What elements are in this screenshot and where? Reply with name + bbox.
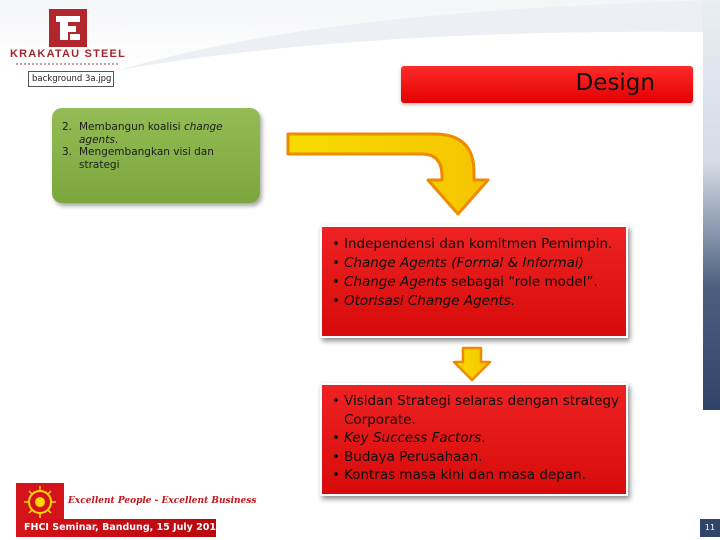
krakatau-steel-logo-icon (48, 8, 88, 48)
list-text-after: . (114, 133, 119, 146)
company-name: KRAKATAU STEEL (10, 48, 126, 60)
list-number: 3. (62, 146, 73, 159)
list-text (79, 121, 252, 146)
footer-tagline: Excellent People - Excellent Business (68, 496, 257, 506)
page-number: 11 (700, 519, 720, 537)
right-accent-bar (703, 0, 720, 410)
list-text-italic: Key Success Factors (344, 430, 482, 446)
list-text-italic: Change Agents (344, 274, 447, 290)
list-item (332, 448, 620, 467)
footer-strip (16, 519, 223, 537)
list-text-plain: Membangun koalisi (79, 121, 184, 133)
title-banner (401, 66, 693, 103)
down-arrow-icon (451, 346, 493, 382)
list-item (332, 392, 620, 429)
bullet: • (332, 448, 340, 465)
list-text (344, 429, 486, 448)
list-text: Kontras masa kini dan masa depan. (344, 467, 586, 483)
slide-title: Design (575, 70, 655, 96)
green-steps-box (52, 108, 260, 203)
list-item (62, 146, 252, 171)
leadership-box (320, 225, 628, 338)
list-text-after: sebagai “role model”. (446, 274, 598, 290)
list-text: Visidan Strategi selaras dengan strategy Corporate. (344, 393, 619, 428)
list-text: Mengembangkan visi dan strategi (79, 146, 214, 171)
list-text-after: . (481, 430, 486, 446)
bullet: • (332, 430, 340, 446)
list-item (332, 254, 618, 273)
company-logo (8, 8, 128, 68)
bullet: • (332, 393, 340, 409)
footer-event: FHCI Seminar, Bandung, 15 July 2011 (24, 522, 223, 533)
list-number: 2. (62, 121, 73, 133)
bullet: • (332, 467, 340, 483)
header-swoosh (120, 0, 720, 70)
bullet: • (332, 236, 340, 252)
missing-image-placeholder: background 3a.jpg (28, 71, 114, 87)
list-text (344, 273, 598, 292)
list-item (332, 235, 618, 254)
list-item (332, 429, 620, 448)
list-item (332, 292, 618, 311)
list-text-italic: change agents (79, 121, 223, 146)
list-text: Independensi dan komitmen Pemimpin. (344, 236, 613, 252)
list-item (62, 121, 252, 146)
fhci-logo-icon (16, 483, 64, 521)
list-item (332, 466, 620, 485)
curved-arrow-icon (284, 128, 494, 218)
list-text: Budaya Perusahaan. (344, 448, 483, 465)
strategy-box (320, 383, 628, 496)
logo-subline (16, 63, 120, 65)
bullet: • (332, 293, 340, 309)
bullet: • (332, 255, 340, 271)
list-text: Change Agents (Formal & Informal) (344, 255, 584, 271)
list-item (332, 273, 618, 292)
bullet: • (332, 274, 340, 290)
list-text: Otorisasi Change Agents. (344, 293, 516, 309)
